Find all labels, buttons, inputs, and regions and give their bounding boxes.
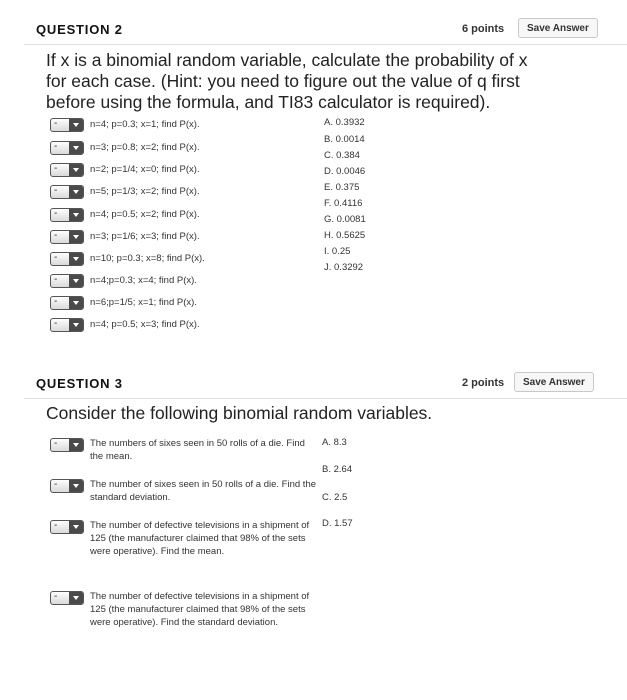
dropdown-arrow-icon	[69, 439, 83, 451]
answer-option: F. 0.4116	[324, 198, 363, 209]
answer-select[interactable]	[50, 274, 84, 288]
dropdown-arrow-icon	[69, 164, 83, 176]
question-2-save-button[interactable]: Save Answer	[518, 18, 598, 38]
answer-select[interactable]	[50, 318, 84, 332]
item-text: n=6;p=1/5; x=1; find P(x).	[90, 297, 197, 308]
item-text: n=3; p=1/6; x=3; find P(x).	[90, 231, 200, 242]
item-text: n=4; p=0.5; x=3; find P(x).	[90, 319, 200, 330]
answer-select[interactable]	[50, 118, 84, 132]
question-2-title: QUESTION 2	[36, 22, 123, 37]
prompt-line: before using the formula, and TI83 calculator is required).	[46, 92, 491, 112]
answer-option: D. 0.0046	[324, 166, 366, 177]
answer-option: I. 0.25	[324, 246, 351, 257]
dropdown-arrow-icon	[69, 592, 83, 604]
answer-option: G. 0.0081	[324, 214, 366, 225]
item-text: n=4; p=0.3; x=1; find P(x).	[90, 119, 200, 130]
prompt-line: for each case. (Hint: you need to figure out the value of q first	[46, 71, 520, 91]
select-value: -	[54, 118, 58, 129]
answer-option: C. 0.384	[324, 150, 360, 161]
dropdown-arrow-icon	[69, 319, 83, 331]
dropdown-arrow-icon	[69, 275, 83, 287]
answer-option: H. 0.5625	[324, 230, 366, 241]
item-text: The number of defective televisions in a shipment of 125 (the manufacturer claimed that 98% of the sets were operative). Find the standard deviation.	[90, 591, 310, 628]
select-value: -	[54, 274, 58, 285]
item-text: n=2; p=1/4; x=0; find P(x).	[90, 164, 200, 175]
answer-select[interactable]	[50, 230, 84, 244]
question-3-title: QUESTION 3	[36, 376, 123, 391]
select-value: -	[54, 296, 58, 307]
select-value: -	[54, 185, 58, 196]
answer-select[interactable]	[50, 296, 84, 310]
answer-select[interactable]	[50, 479, 84, 493]
answer-select[interactable]	[50, 141, 84, 155]
answer-option: D. 1.57	[322, 518, 353, 529]
answer-option: E. 0.375	[324, 182, 360, 193]
item-text: The number of defective televisions in a shipment of 125 (the manufacturer claimed that 98% of the sets were operative). Find the mean.	[90, 520, 310, 557]
answer-select[interactable]	[50, 591, 84, 605]
select-value: -	[54, 318, 58, 329]
select-value: -	[54, 230, 58, 241]
answer-option: B. 0.0014	[324, 134, 365, 145]
question-3-prompt: Consider the following binomial random variables.	[46, 403, 433, 423]
question-2-points: 6 points	[462, 23, 505, 35]
prompt-line: If x is a binomial random variable, calculate the probability of x	[46, 50, 528, 70]
question-2-prompt	[46, 50, 528, 113]
item-text: n=10; p=0.3; x=8; find P(x).	[90, 253, 205, 264]
item-text: n=4;p=0.3; x=4; find P(x).	[90, 275, 197, 286]
question-2-header	[24, 14, 627, 45]
item-text: The numbers of sixes seen in 50 rolls of a die. Find the mean.	[90, 438, 305, 462]
dropdown-arrow-icon	[69, 253, 83, 265]
select-value: -	[54, 591, 58, 602]
dropdown-arrow-icon	[69, 521, 83, 533]
dropdown-arrow-icon	[69, 480, 83, 492]
answer-option: B. 2.64	[322, 464, 353, 475]
answer-select[interactable]	[50, 252, 84, 266]
item-text: The number of sixes seen in 50 rolls of a die. Find the standard deviation.	[90, 479, 317, 503]
item-text: n=5; p=1/3; x=2; find P(x).	[90, 186, 200, 197]
item-text: n=3; p=0.8; x=2; find P(x).	[90, 142, 200, 153]
item-text: n=4; p=0.5; x=2; find P(x).	[90, 209, 200, 220]
answer-select[interactable]	[50, 185, 84, 199]
answer-select[interactable]	[50, 163, 84, 177]
answer-select[interactable]	[50, 208, 84, 222]
dropdown-arrow-icon	[69, 186, 83, 198]
answer-option: A. 0.3932	[324, 117, 365, 128]
select-value: -	[54, 520, 58, 531]
select-value: -	[54, 141, 58, 152]
answer-option: A. 8.3	[322, 437, 347, 448]
select-value: -	[54, 438, 58, 449]
dropdown-arrow-icon	[69, 231, 83, 243]
select-value: -	[54, 208, 58, 219]
select-value: -	[54, 479, 58, 490]
question-3-save-button[interactable]: Save Answer	[514, 372, 594, 392]
dropdown-arrow-icon	[69, 209, 83, 221]
answer-select[interactable]	[50, 438, 84, 452]
select-value: -	[54, 252, 58, 263]
dropdown-arrow-icon	[69, 142, 83, 154]
answer-option: J. 0.3292	[324, 262, 364, 273]
question-3-points: 2 points	[462, 377, 505, 389]
answer-option: C. 2.5	[322, 492, 348, 503]
question-3-header	[24, 368, 627, 399]
answer-select[interactable]	[50, 520, 84, 534]
dropdown-arrow-icon	[69, 119, 83, 131]
select-value: -	[54, 163, 58, 174]
dropdown-arrow-icon	[69, 297, 83, 309]
